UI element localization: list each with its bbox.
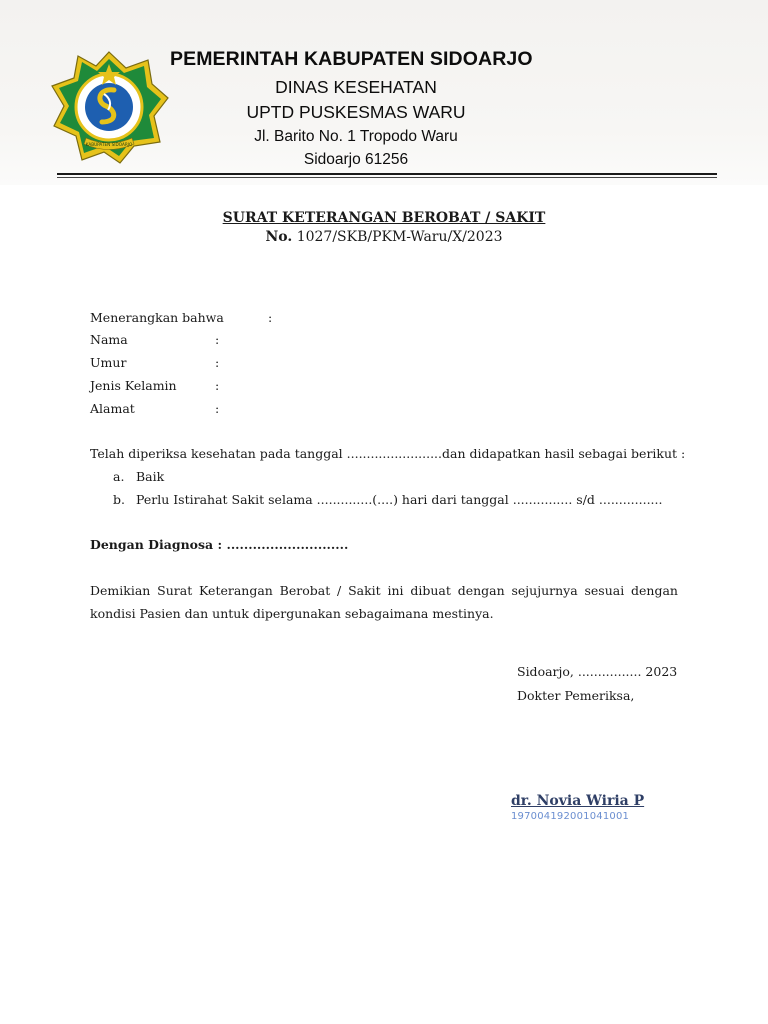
letterhead-divider bbox=[57, 173, 717, 175]
jenis-kelamin-colon: : bbox=[215, 378, 220, 393]
doctor-name: dr. Novia Wiria P bbox=[511, 793, 645, 809]
signature-role: Dokter Pemeriksa, bbox=[517, 688, 635, 703]
address-street: Jl. Barito No. 1 Tropodo Waru bbox=[254, 128, 458, 145]
government-name: PEMERINTAH KABUPATEN SIDOARJO bbox=[170, 48, 533, 70]
umur-colon: : bbox=[215, 355, 220, 370]
diagnosis-line: Dengan Diagnosa : ............................ bbox=[90, 537, 349, 552]
intro-label: Menerangkan bahwa bbox=[90, 310, 224, 325]
document-number bbox=[0, 229, 768, 245]
jenis-kelamin-label: Jenis Kelamin bbox=[90, 378, 177, 393]
option-a-text: Baik bbox=[136, 469, 165, 484]
nama-colon: : bbox=[215, 332, 220, 347]
option-b-text: Perlu Istirahat Sakit selama ..............(....) hari dari tanggal ............... s/d ................ bbox=[136, 492, 663, 507]
exam-statement: Telah diperiksa kesehatan pada tanggal ........................dan didapatkan hasil sebagai berikut : bbox=[90, 446, 686, 461]
alamat-label: Alamat bbox=[90, 401, 135, 416]
document-heading: SURAT KETERANGAN BEROBAT / SAKIT bbox=[222, 210, 546, 226]
letterhead bbox=[170, 48, 590, 169]
department-name: DINAS KESEHATAN bbox=[275, 77, 437, 97]
nama-label: Nama bbox=[90, 332, 128, 347]
number-label: No. bbox=[265, 229, 293, 245]
option-b-marker: b. bbox=[113, 492, 125, 507]
logo-caption: KABUPATEN SIDOARJO bbox=[85, 142, 133, 147]
umur-label: Umur bbox=[90, 355, 127, 370]
signature-place-date: Sidoarjo, ................ 2023 bbox=[517, 664, 678, 679]
intro-colon: : bbox=[268, 310, 273, 325]
alamat-colon: : bbox=[215, 401, 220, 416]
address-city: Sidoarjo 61256 bbox=[303, 151, 409, 168]
letterhead-divider-thin bbox=[57, 177, 717, 178]
closing-paragraph: Demikian Surat Keterangan Berobat / Sakit ini dibuat dengan sejujurnya sesuai dengan kondisi Pasien dan untuk dipergunakan sebagaimana mestinya. bbox=[90, 583, 678, 621]
option-a-marker: a. bbox=[113, 469, 125, 484]
number-value: 1027/SKB/PKM-Waru/X/2023 bbox=[296, 229, 503, 245]
puskesmas-name: UPTD PUSKESMAS WARU bbox=[246, 102, 466, 122]
doctor-nip: 197004192001041001 bbox=[511, 811, 630, 822]
